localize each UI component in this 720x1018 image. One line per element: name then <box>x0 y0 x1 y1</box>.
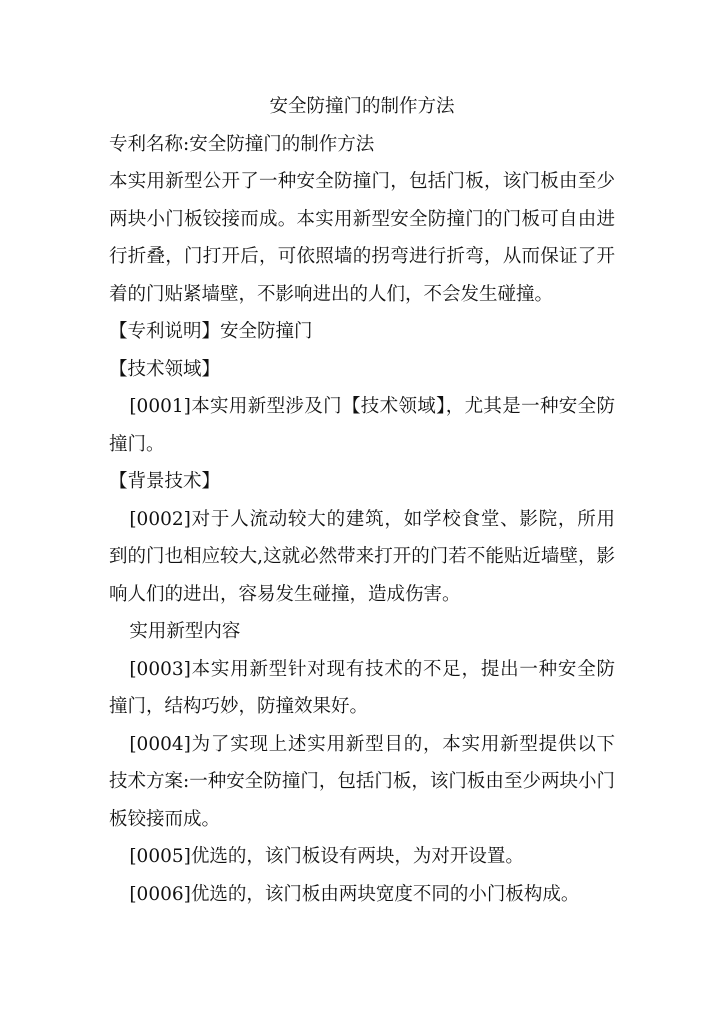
utility-model-content-heading: 实用新型内容 <box>129 621 241 642</box>
patent-description-heading: 【专利说明】安全防撞门 <box>109 321 313 342</box>
abstract-paragraph: 本实用新型公开了一种安全防撞门，包括门板，该门板由至少两块小门板铰接而成。本实用新型安全防撞门的门板可自由进行折叠，门打开后，可依照墙的拐弯进行折弯，从而保证了开着的门贴紧墙壁，不影响进出的人们，不会发生碰撞。 <box>109 171 615 305</box>
paragraph-0004: [0004]为了实现上述实用新型目的，本实用新型提供以下技术方案:一种安全防撞门，包括门板，该门板由至少两块小门板铰接而成。 <box>109 733 615 830</box>
document-body <box>109 88 615 913</box>
technical-field-heading: 【技术领域】 <box>109 358 221 380</box>
document-title: 安全防撞门的制作方法 <box>269 96 455 117</box>
paragraph-0002: [0002]对于人流动较大的建筑，如学校食堂、影院，所用到的门也相应较大,这就必然带来打开的门若不能贴近墙壁，影响人们的进出，容易发生碰撞，造成伤害。 <box>109 508 615 605</box>
paragraph-0003: [0003]本实用新型针对现有技术的不足，提出一种安全防撞门，结构巧妙，防撞效果好。 <box>109 658 615 717</box>
paragraph-0005: [0005]优选的，该门板设有两块，为对开设置。 <box>129 846 524 867</box>
background-heading: 【背景技术】 <box>109 471 221 492</box>
patent-name-line: 专利名称:安全防撞门的制作方法 <box>109 133 375 155</box>
paragraph-0006: [0006]优选的，该门板由两块宽度不同的小门板构成。 <box>129 883 580 905</box>
paragraph-0001: [0001]本实用新型涉及门【技术领域】，尤其是一种安全防撞门。 <box>109 396 615 455</box>
